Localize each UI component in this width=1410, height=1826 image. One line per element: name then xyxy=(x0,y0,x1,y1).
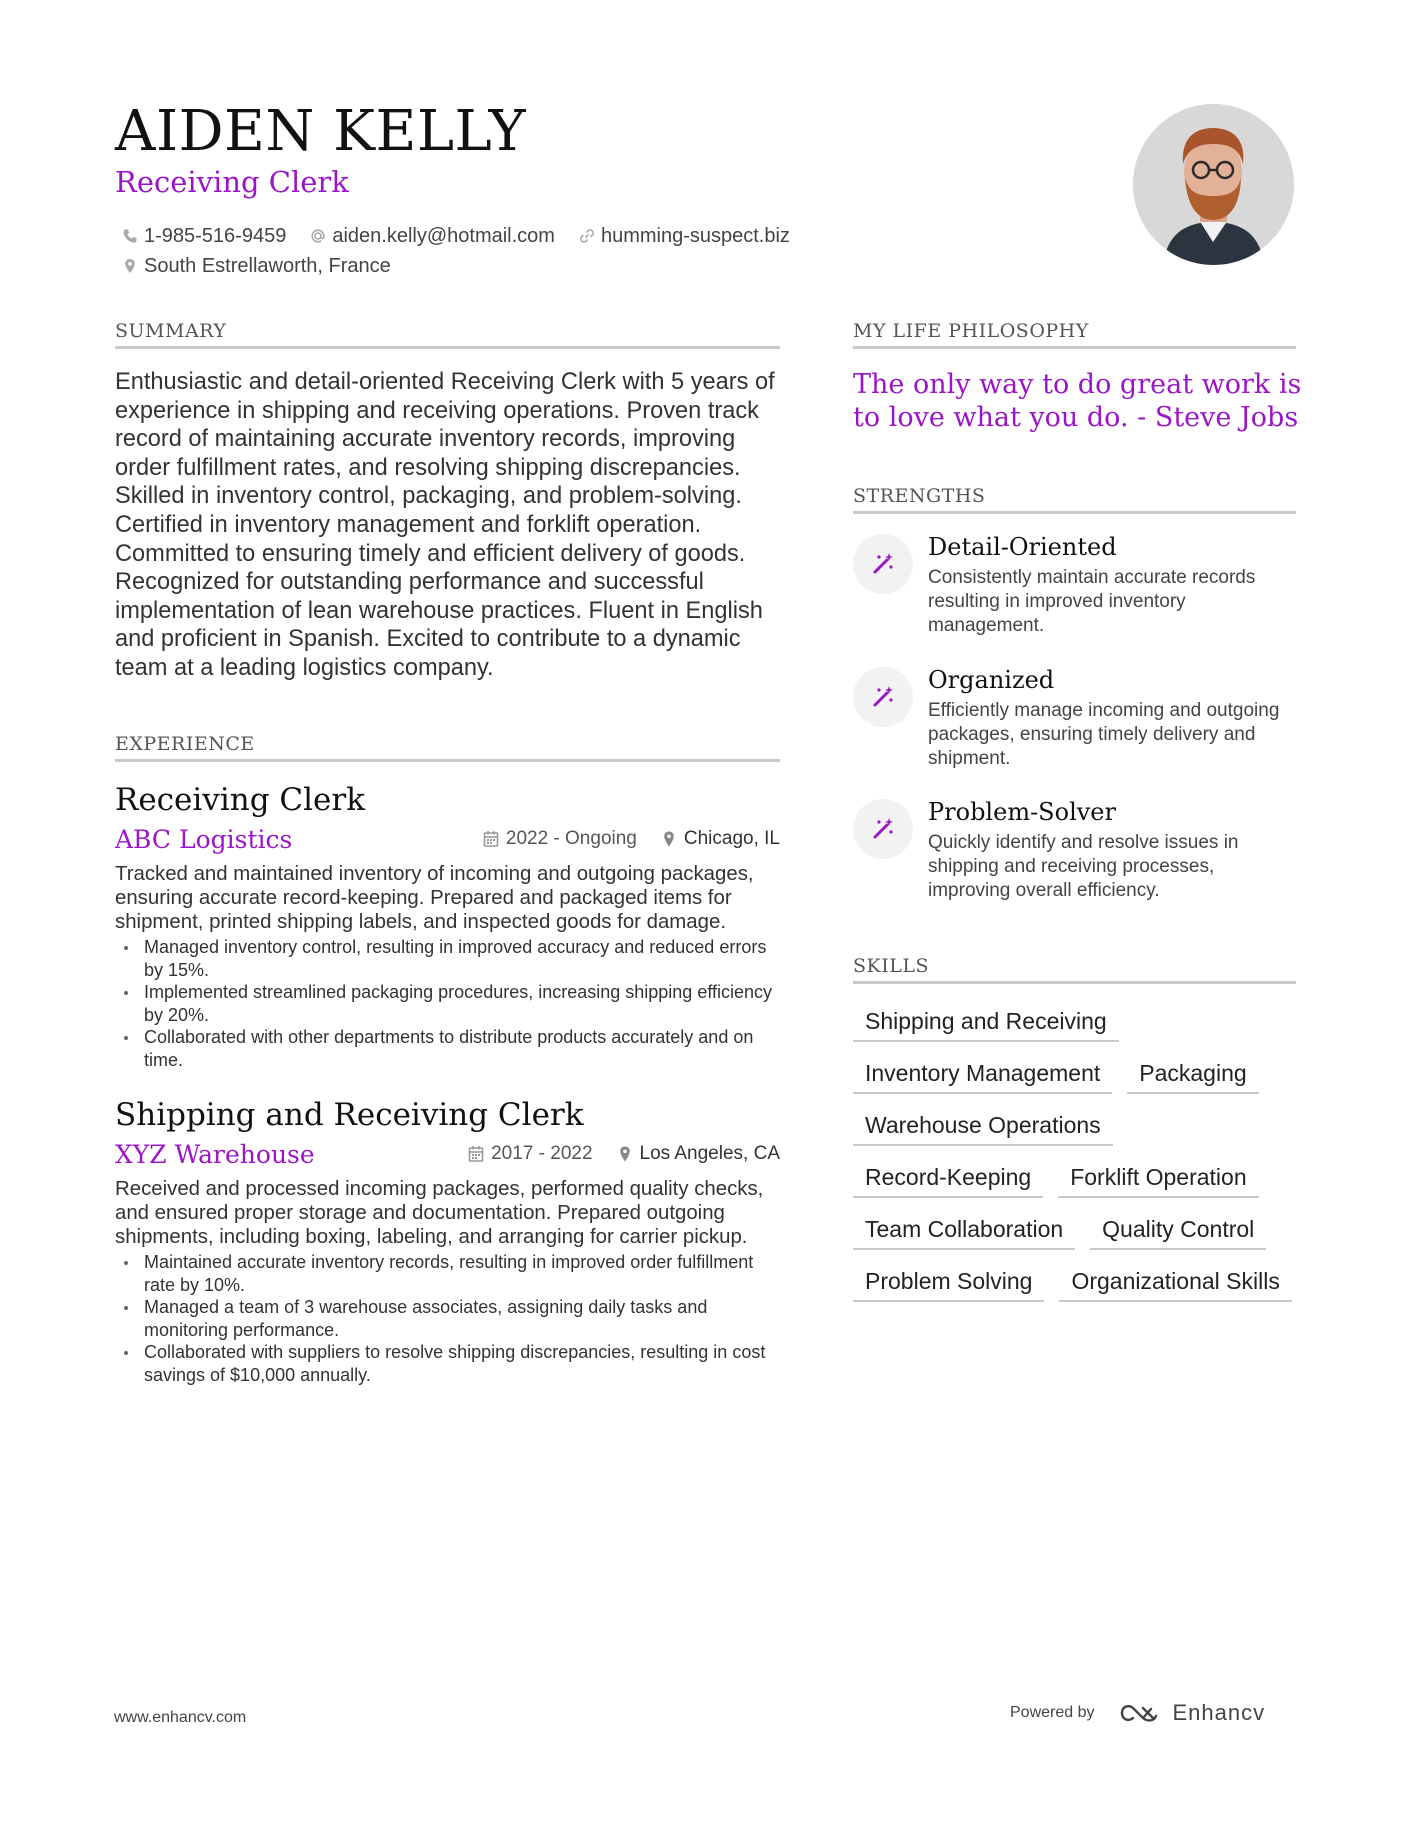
contact-location: South Estrellaworth, France xyxy=(122,251,391,281)
job-dates: 2022 - Ongoing xyxy=(483,828,637,850)
magic-wand-icon xyxy=(853,667,913,727)
map-pin-icon xyxy=(617,1145,633,1163)
philosophy-quote: The only way to do great work is to love what you do. - Steve Jobs xyxy=(853,369,1302,433)
strength-title: Detail-Oriented xyxy=(928,533,1117,561)
job-description: Tracked and maintained inventory of incoming and outgoing packages, ensuring accurate record-keeping. Prepared and packaged items for shipment, printed shipping labels, and inspected goods for damage. xyxy=(115,863,754,933)
skill-tag: Team Collaboration xyxy=(853,1208,1075,1250)
calendar-icon xyxy=(468,1145,484,1163)
strength-description: Efficiently manage incoming and outgoing packages, ensuring timely delivery and shipment. xyxy=(928,700,1280,769)
strength-description: Consistently maintain accurate records resulting in improved inventory management. xyxy=(928,567,1256,636)
footer-branding xyxy=(1010,1700,1265,1726)
footer-website[interactable]: www.enhancv.com xyxy=(114,1709,247,1726)
skill-tag: Organizational Skills xyxy=(1059,1260,1291,1302)
company-name: XYZ Warehouse xyxy=(115,1139,315,1169)
contact-website[interactable]: humming-suspect.biz xyxy=(579,221,790,251)
contact-email[interactable]: aiden.kelly@hotmail.com xyxy=(310,221,555,251)
skill-tag: Packaging xyxy=(1127,1052,1258,1094)
job-title: Receiving Clerk xyxy=(115,782,365,818)
job-location: Chicago, IL xyxy=(661,828,780,850)
job-entry xyxy=(115,1095,780,1386)
enhancv-logo-icon xyxy=(1119,1700,1165,1726)
phone-icon xyxy=(122,228,138,244)
skill-tag: Inventory Management xyxy=(853,1052,1112,1094)
philosophy-heading: MY LIFE PHILOSOPHY xyxy=(853,320,1296,349)
contact-info xyxy=(122,221,922,281)
skill-tag: Record-Keeping xyxy=(853,1156,1043,1198)
job-achievements xyxy=(115,936,780,1071)
strength-title: Organized xyxy=(928,666,1055,694)
enhancv-logo[interactable]: Enhancv xyxy=(1119,1700,1266,1726)
job-achievements xyxy=(115,1251,780,1386)
strengths-heading: STRENGTHS xyxy=(853,485,1296,514)
achievement-item: Maintained accurate inventory records, resulting in improved order fulfillment rate by 10%. xyxy=(144,1251,780,1296)
map-pin-icon xyxy=(122,258,138,274)
skill-tag: Warehouse Operations xyxy=(853,1104,1113,1146)
calendar-icon xyxy=(483,830,499,848)
skill-tag: Problem Solving xyxy=(853,1260,1044,1302)
map-pin-icon xyxy=(661,830,677,848)
skill-tag: Quality Control xyxy=(1090,1208,1266,1250)
skill-tag: Forklift Operation xyxy=(1058,1156,1258,1198)
link-icon xyxy=(579,228,595,244)
skill-tag: Shipping and Receiving xyxy=(853,1000,1119,1042)
summary-text: Enthusiastic and detail-oriented Receiving Clerk with 5 years of experience in shipping and receiving operations. Proven track record of maintaining accurate inventory records, improving order fulfillment rates, and resolving shipping discrepancies. Skilled in inventory control, packaging, and problem-solving. Certified in inventory management and forklift operation. Committed to ensuring timely and efficient delivery of goods. Recognized for outstanding performance and successful implementation of lean warehouse practices. Fluent in English and proficient in Spanish. Excited to contribute to a dynamic team at a leading logistics company. xyxy=(115,369,775,681)
candidate-title: Receiving Clerk xyxy=(115,165,349,199)
experience-heading: EXPERIENCE xyxy=(115,733,780,762)
company-name: ABC Logistics xyxy=(115,824,293,854)
achievement-item: Managed a team of 3 warehouse associates, assigning daily tasks and monitoring performance. xyxy=(144,1296,780,1341)
summary-heading: SUMMARY xyxy=(115,320,780,349)
achievement-item: Managed inventory control, resulting in improved accuracy and reduced errors by 15%. xyxy=(144,936,780,981)
skills-list xyxy=(853,1000,1313,1302)
job-dates: 2017 - 2022 xyxy=(468,1143,592,1165)
at-icon xyxy=(310,228,326,244)
contact-phone: 1-985-516-9459 xyxy=(122,221,286,251)
strength-title: Problem-Solver xyxy=(928,798,1116,826)
achievement-item: Collaborated with suppliers to resolve shipping discrepancies, resulting in cost savings of $10,000 annually. xyxy=(144,1341,780,1386)
job-location: Los Angeles, CA xyxy=(617,1143,780,1165)
achievement-item: Implemented streamlined packaging procedures, increasing shipping efficiency by 20%. xyxy=(144,981,780,1026)
job-entry xyxy=(115,780,780,1071)
job-description: Received and processed incoming packages, performed quality checks, and ensured proper storage and documentation. Prepared outgoing shipments, including boxing, labeling, and arranging for carrier pickup. xyxy=(115,1178,764,1248)
powered-by-label: Powered by xyxy=(1010,1704,1095,1721)
candidate-name: AIDEN KELLY xyxy=(115,99,527,164)
profile-photo xyxy=(1133,104,1294,265)
strength-description: Quickly identify and resolve issues in shipping and receiving processes, improving overall efficiency. xyxy=(928,832,1239,901)
job-title: Shipping and Receiving Clerk xyxy=(115,1097,584,1133)
skills-heading: SKILLS xyxy=(853,955,1296,984)
magic-wand-icon xyxy=(853,534,913,594)
magic-wand-icon xyxy=(853,799,913,859)
achievement-item: Collaborated with other departments to distribute products accurately and on time. xyxy=(144,1026,780,1071)
